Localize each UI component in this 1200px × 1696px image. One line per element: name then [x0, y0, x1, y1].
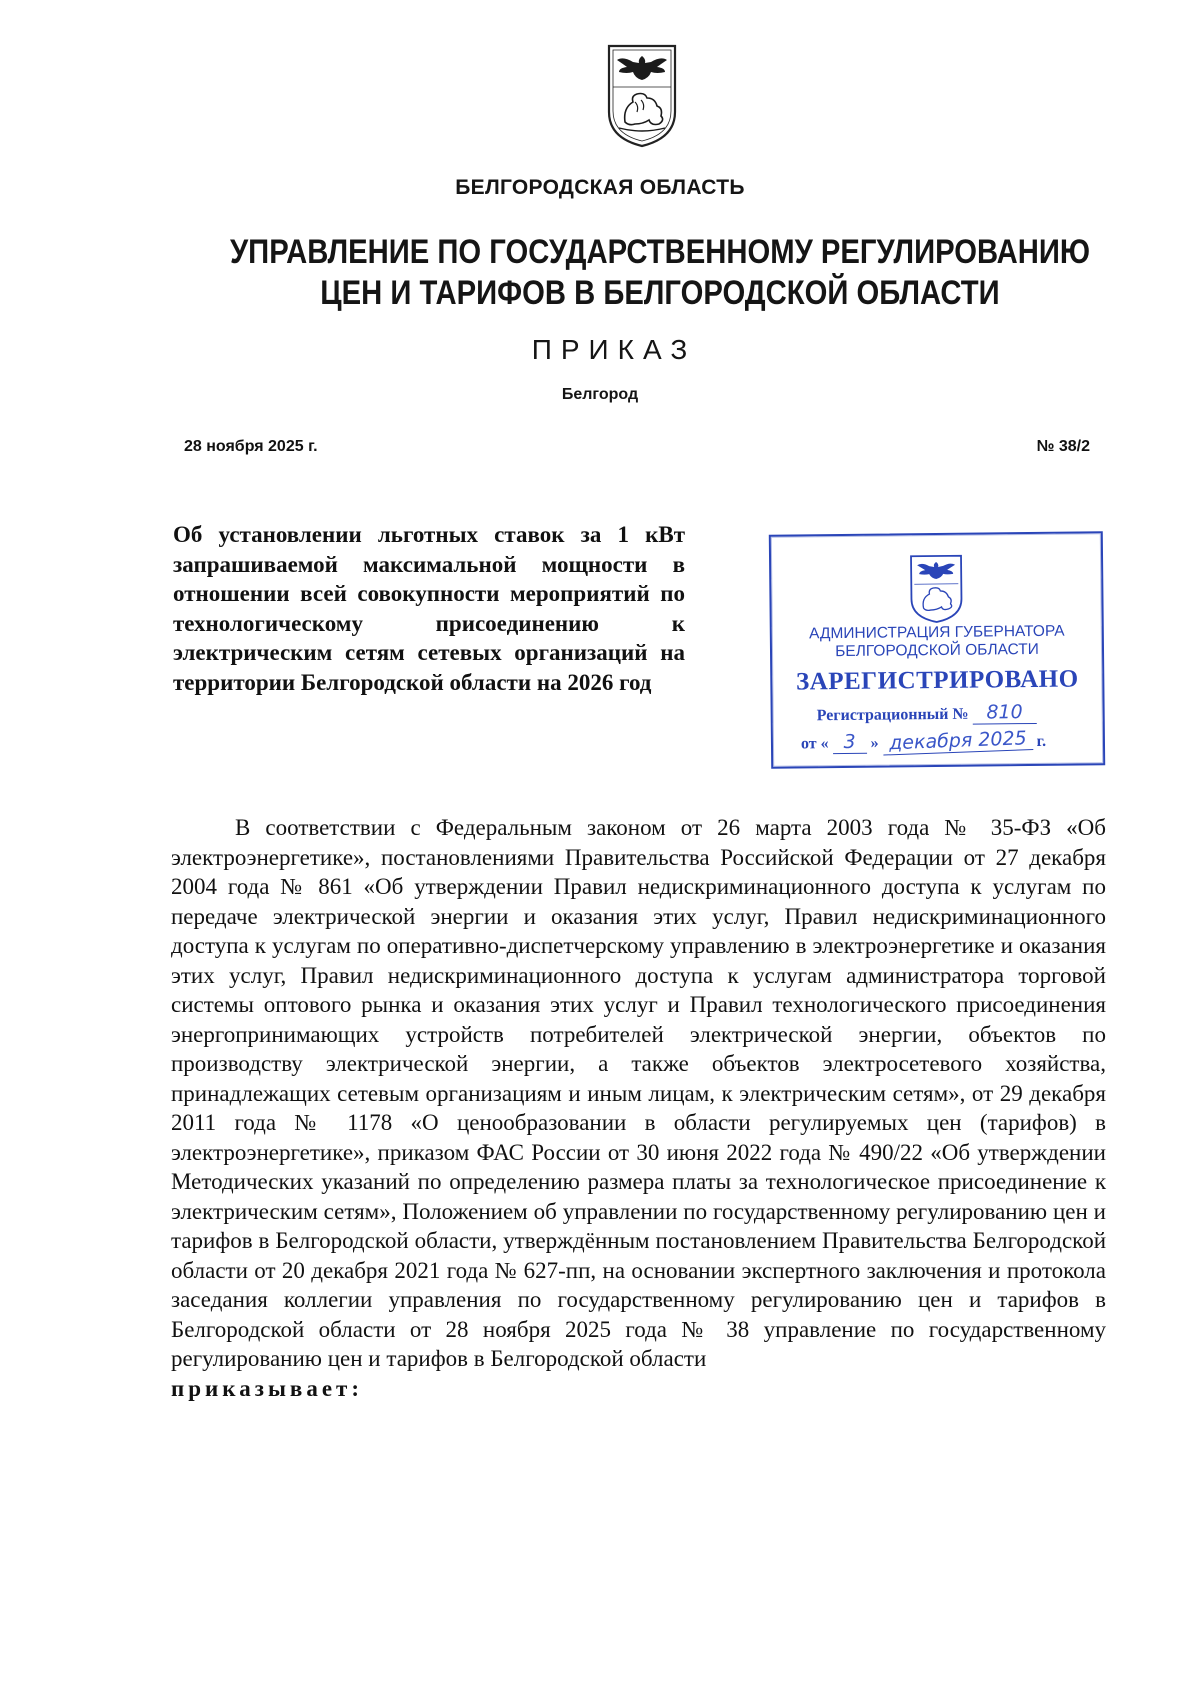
document-type-title: ПРИКАЗ — [531, 334, 697, 365]
region-heading: БЕЛГОРОДСКАЯ ОБЛАСТЬ — [455, 176, 745, 199]
stamp-registered: ЗАРЕГИСТРИРОВАНО — [795, 665, 1079, 696]
stamp-organization — [772, 622, 1102, 661]
department-heading-line2: ЦЕН И ТАРИФОВ В БЕЛГОРОДСКОЙ ОБЛАСТИ — [320, 274, 1000, 312]
order-body — [171, 813, 1106, 1403]
stamp-reg-label: Регистрационный № — [816, 705, 969, 725]
order-number: № 38/2 — [1036, 438, 1090, 455]
stamp-date-suffix: г. — [1036, 732, 1047, 750]
stamp-month-year: декабря 2025 — [882, 727, 1033, 755]
order-subject: Об установлении льготных ставок за 1 кВт запрашиваемой максимальной мощности в отношении всей совокупности мероприятий по технологическому присоединению к электрическим сетям сетевых организаций на территории Белгородской области на 2026 год — [173, 522, 685, 695]
body-paragraph: В соответствии с Федеральным законом от 26 марта 2003 года № 35-ФЗ «Об электроэнергетике», постановлениями Правительства Российской Федерации от 27 декабря 2004 года № 861 «Об утверждении Правил недискриминационного доступа к услугам по передаче электрической энергии и оказания этих услуг, Правил недискриминационного доступа к услугам по оперативно-диспетчерскому управлению в электроэнергетике и оказания этих услуг, Правил недискриминационного доступа к услугам администратора торговой системы оптового рынка и оказания этих услуг и Правил технологического присоединения энергопринимающих устройств потребителей электрической энергии, объектов по производству электрической энергии, а также объектов электросетевого хозяйства, принадлежащих сетевым организациям и иным лицам, к электрическим сетям», от 29 декабря 2011 года № 1178 «О ценообразовании в области регулируемых цен (тарифов) в электроэнергетике», приказом ФАС России от 30 июня 2022 года № 490/22 «Об утверждении Методических указаний по определению размера платы за технологическое присоединение к электрическим сетям», Положением об управлении по государственному регулированию цен и тарифов в Белгородской области, утверждённым постановлением Правительства Белгородской области от 20 декабря 2021 года № 627-пп, на основании экспертного заключения и протокола заседания коллегии управления по государственному регулированию цен и тарифов в Белгородской области от 28 ноября 2025 года № 38 управление по государственному регулированию цен и тарифов в Белгородской области — [171, 815, 1106, 1371]
department-heading-line1: УПРАВЛЕНИЕ ПО ГОСУДАРСТВЕННОМУ РЕГУЛИРОВАНИЮ — [229, 233, 1091, 271]
stamp-reg-number: 810 — [972, 701, 1036, 725]
stamp-date-line — [801, 729, 1046, 755]
department-heading — [144, 232, 1176, 314]
order-word: приказывает: — [171, 1375, 363, 1401]
stamp-date-prefix: от « — [800, 735, 829, 753]
stamp-org-line2: БЕЛГОРОДСКОЙ ОБЛАСТИ — [835, 640, 1039, 661]
stamp-reg-number-line — [817, 701, 1037, 726]
stamp-day: 3 — [832, 731, 866, 754]
stamp-date-mid: » — [870, 734, 879, 752]
stamp-emblem-icon — [908, 553, 965, 626]
registration-stamp — [769, 531, 1105, 768]
city-label: Белгород — [561, 386, 639, 403]
order-date: 28 ноября 2025 г. — [184, 438, 318, 455]
stamp-org-line1: АДМИНИСТРАЦИЯ ГУБЕРНАТОРА — [808, 622, 1065, 643]
coat-of-arms-emblem — [605, 42, 679, 150]
